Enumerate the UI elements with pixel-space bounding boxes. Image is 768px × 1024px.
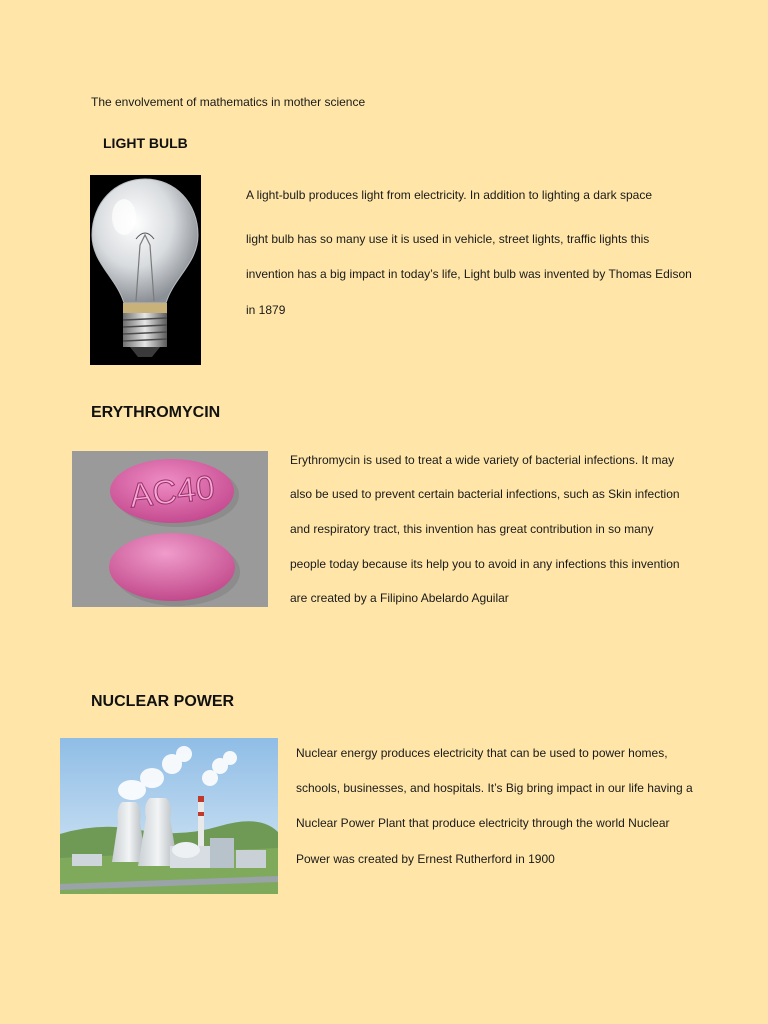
document-title: The envolvement of mathematics in mother science [91,95,366,109]
nuclear-plant-image [60,738,278,894]
erythromycin-text-line: Erythromycin is used to treat a wide variety of bacterial infections. It may [290,453,675,467]
light-bulb-text-line: light bulb has so many use it is used in vehicle, street lights, traffic lights this [246,232,650,246]
light-bulb-image [90,175,201,365]
light-bulb-text-line: A light-bulb produces light from electricity. In addition to lighting a dark space [246,188,652,202]
erythromycin-text-line: people today because its help you to avoid in any infections this invention [290,557,680,571]
light-bulb-text-line: in 1879 [246,303,286,317]
section-heading-nuclear-power: NUCLEAR POWER [91,693,235,710]
nuclear-text-line: Nuclear energy produces electricity that can be used to power homes, [296,746,668,760]
erythromycin-text-line: also be used to prevent certain bacterial infections, such as Skin infection [290,487,680,501]
erythromycin-pill-image [72,451,268,607]
nuclear-text-line: Power was created by Ernest Rutherford in 1900 [296,852,555,866]
section-heading-light-bulb: LIGHT BULB [103,135,188,151]
section-heading-erythromycin: ERYTHROMYCIN [91,404,221,421]
erythromycin-text-line: are created by a Filipino Abelardo Aguilar [290,591,509,605]
erythromycin-text-line: and respiratory tract, this invention has great contribution in so many [290,522,654,536]
nuclear-text-line: Nuclear Power Plant that produce electricity through the world Nuclear [296,816,670,830]
nuclear-text-line: schools, businesses, and hospitals. It’s Big bring impact in our life having a [296,781,693,795]
pill-imprint: AC40 [127,468,217,516]
light-bulb-text-line: invention has a big impact in today’s life, Light bulb was invented by Thomas Edison [246,267,692,281]
